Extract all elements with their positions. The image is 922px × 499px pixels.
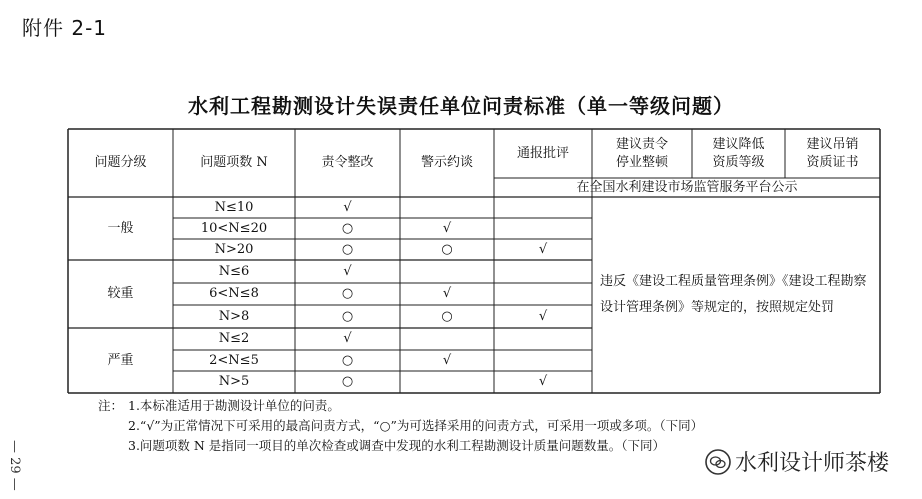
header-suspend-line1: 建议责令 (615, 136, 668, 152)
rectify-mark: √ (343, 331, 352, 346)
header-downgrade-line1: 建议降低 (712, 136, 765, 152)
note-item: 2.“√”为正常情况下可采用的最高问责方式，“○”为可选择采用的问责方式，可采用一项或多项。（下同） (128, 418, 704, 433)
header-downgrade-line2: 资质等级 (712, 154, 765, 170)
notice-mark: √ (538, 374, 548, 389)
count-cell: 10<N≤20 (200, 220, 268, 236)
count-cell: N>20 (214, 241, 254, 257)
header-revoke (785, 129, 880, 178)
header-warning: 警示约谈 (420, 155, 473, 170)
notice-mark (494, 283, 592, 305)
header-publicize: 在全国水利建设市场监管服务平台公示 (576, 179, 798, 195)
header-revoke-line2: 资质证书 (806, 154, 859, 170)
watermark (705, 446, 889, 477)
header-notice: 通报批评 (516, 145, 569, 161)
notice-mark (494, 328, 592, 350)
warning-mark (400, 260, 494, 283)
merged-penalty-text-content: 违反《建设工程质量管理条例》《建设工程勘察设计管理条例》等规定的，按照规定处罚 (600, 274, 867, 315)
note-item: 3.问题项数 N 是指同一项目的单次检查或调查中发现的水利工程勘测设计质量问题数量。（下同） (128, 438, 666, 453)
warning-mark (400, 197, 494, 218)
notice-mark (494, 260, 592, 283)
rectify-mark: ○ (341, 286, 354, 301)
header-rectify: 责令整改 (321, 155, 374, 170)
warning-mark: ○ (441, 241, 453, 257)
notice-mark (494, 350, 592, 371)
rectify-mark: ○ (341, 374, 354, 389)
count-cell: N≤10 (214, 199, 254, 215)
notice-mark: √ (538, 308, 548, 324)
level-general: 一般 (107, 220, 134, 236)
note-item: 1.本标准适用于勘测设计单位的问责。 (128, 398, 340, 413)
notice-mark: √ (538, 241, 548, 257)
level-severe: 严重 (107, 352, 134, 368)
header-revoke-line1: 建议吊销 (806, 136, 859, 152)
attachment-label: 附件 2-1 (22, 16, 108, 40)
notes-prefix: 注： (98, 398, 124, 413)
count-cell: 6<N≤8 (209, 286, 259, 301)
count-cell: N>5 (218, 374, 250, 389)
warning-mark (400, 328, 494, 350)
warning-mark: √ (442, 220, 452, 236)
warning-mark (400, 371, 494, 393)
rectify-mark: ○ (341, 352, 354, 368)
warning-mark: √ (442, 352, 452, 368)
header-downgrade (692, 129, 785, 178)
level-serious: 较重 (107, 286, 134, 301)
rectify-mark: ○ (341, 220, 354, 236)
header-suspend-line2: 停业整顿 (615, 154, 668, 170)
header-level: 问题分级 (94, 155, 147, 170)
rectify-mark: ○ (341, 241, 354, 257)
count-cell: N>8 (218, 308, 250, 324)
merged-penalty-text (600, 197, 874, 393)
header-suspend (592, 129, 692, 178)
notice-mark (494, 197, 592, 218)
warning-mark: ○ (441, 308, 453, 324)
rectify-mark: ○ (341, 308, 354, 324)
wechat-icon (705, 449, 731, 475)
warning-mark: √ (442, 286, 452, 301)
watermark-text: 水利设计师茶楼 (735, 451, 890, 476)
header-count: 问题项数 N (200, 155, 268, 170)
notice-mark (494, 218, 592, 239)
rectify-mark: √ (343, 263, 352, 279)
count-cell: N≤6 (218, 263, 250, 279)
page-number: — 29 — (7, 440, 22, 491)
rectify-mark: √ (343, 199, 352, 215)
count-cell: N≤2 (218, 331, 250, 346)
document-title: 水利工程勘测设计失误责任单位问责标准（单一等级问题） (188, 94, 734, 118)
count-cell: 2<N≤5 (209, 352, 259, 368)
